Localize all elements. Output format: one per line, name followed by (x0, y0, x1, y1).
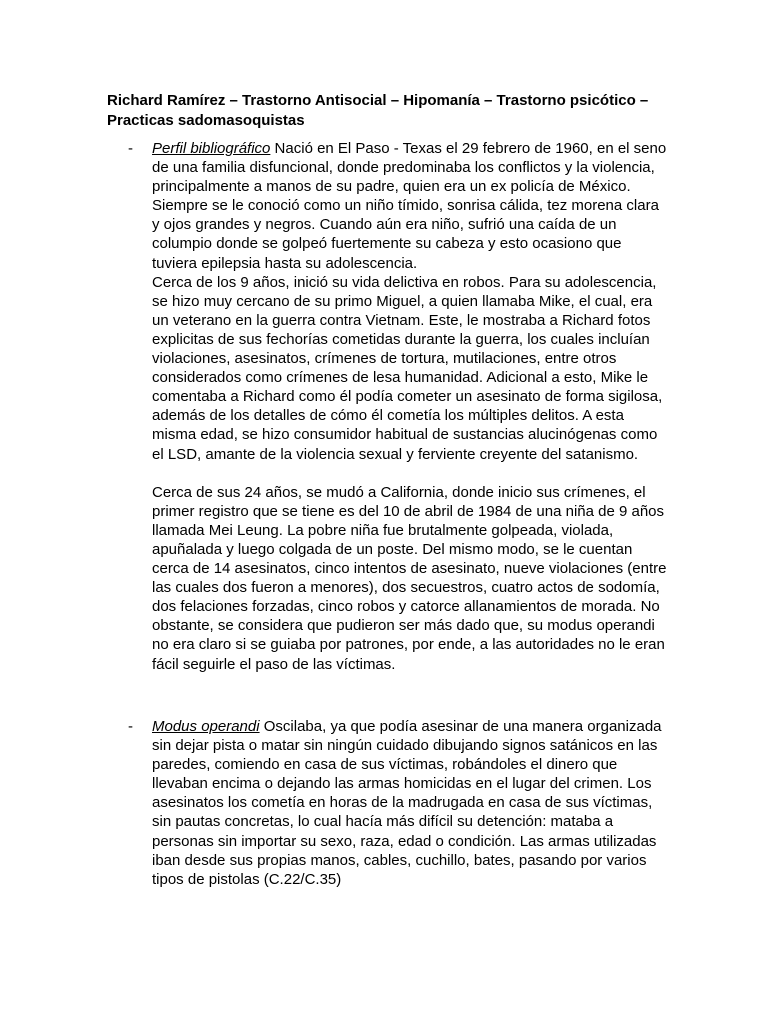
bullet-dash: - (128, 718, 133, 735)
paragraph (152, 717, 668, 889)
item-body (152, 717, 668, 889)
item-label: Perfil bibliográfico (152, 140, 271, 157)
item-label: Modus operandi (152, 718, 260, 735)
document-title: Richard Ramírez – Trastorno Antisocial – Hipomanía – Trastorno psicótico – Practicas sadomasoquistas (107, 92, 649, 129)
paragraph: Cerca de sus 24 años, se mudó a California, donde inicio sus crímenes, el primer registro que se tiene es del 10 de abril de 1984 de una niña de 9 años llamada Mei Leung. La pobre niña fue brutalmente golpeada, violada, apuñalada y luego colgada de un poste. Del mismo modo, se le cuentan cerca de 14 asesinatos, cinco intentos de asesinato, nueve violaciones (entre las cuales dos fueron a menores), dos secuestros, cuatro actos de sodomía, dos felaciones forzadas, cinco robos y catorce allanamientos de morada. No obstante, se considera que pudieron ser más dado que, su modus operandi no era claro si se guiaba por patrones, por ende, a las autoridades no le eran fácil seguirle el paso de las víctimas. (152, 483, 667, 673)
paragraph-text: Oscilaba, ya que podía asesinar de una manera organizada sin dejar pista o matar sin ningún cuidado dibujando signos satánicos en las paredes, comiendo en casa de sus víctimas, robándoles el dinero que llevaban encima o dejando las armas homicidas en el lugar del crimen. Los asesinatos los cometía en horas de la madrugada en casa de sus víctimas, sin pautas concretas, lo cual hacía más difícil su detención: mataba a personas sin importar su sexo, raza, edad o condición. Las armas utilizadas iban desde sus propias manos, cables, cuchillo, bates, pasando por varios tipos de pistolas (C.22/C.35) (152, 718, 662, 888)
paragraph-text: Nació en El Paso - Texas el 29 febrero de 1960, en el seno de una familia disfuncional, donde predominaba los conflictos y la violencia, principalmente a manos de su padre, quien era un ex policía de México. Siempre se le conoció como un niño tímido, sonrisa cálida, tez morena clara y ojos grandes y negros. Cuando aún era niño, sufrió una caída de un columpio donde se golpeó fuertemente su cabeza y esto ocasiono que tuviera epilepsia hasta su adolescencia. (152, 140, 667, 272)
bullet-dash: - (128, 140, 133, 157)
paragraph: Cerca de los 9 años, inició su vida delictiva en robos. Para su adolescencia, se hizo muy cercano de su primo Miguel, a quien llamaba Mike, el cual, era un veterano en la guerra contra Vietnam. Este, le mostraba a Richard fotos explicitas de sus fechorías cometidas durante la guerra, los cuales incluían violaciones, asesinatos, crímenes de tortura, mutilaciones, entre otros considerados como crímenes de lesa humanidad. Adicional a esto, Mike le comentaba a Richard como él podía cometer un asesinato de forma sigilosa, además de los detalles de cómo él cometía los múltiples delitos. A esta misma edad, se hizo consumidor habitual de sustancias alucinógenas como el LSD, amante de la violencia sexual y ferviente creyente del satanismo. (152, 273, 663, 463)
paragraph (152, 139, 668, 273)
item-body (152, 139, 668, 674)
